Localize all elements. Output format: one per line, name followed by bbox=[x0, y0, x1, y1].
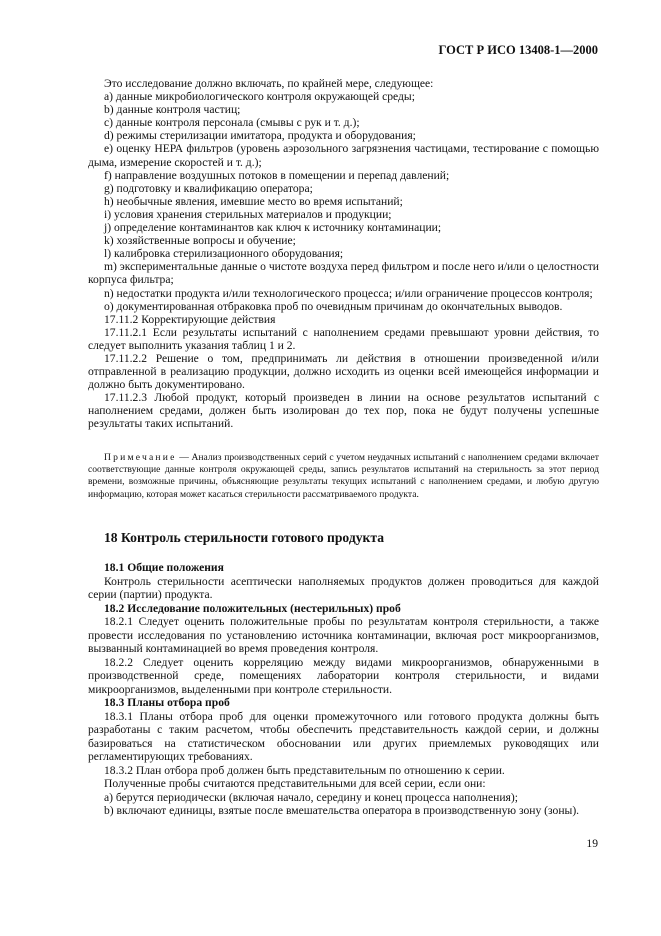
paragraph: 17.11.2.1 Если результаты испытаний с наполнением средами превышают уровни действия, то следует выполнить указания таблиц 1 и 2. bbox=[88, 325, 599, 352]
list-item: m) экспериментальные данные о чистоте воздуха перед фильтром и после него и/или о целостности корпуса фильтра; bbox=[88, 260, 599, 287]
list-item: g) подготовку и квалификацию оператора; bbox=[104, 181, 313, 195]
list-item: c) данные контроля персонала (смывы с рук и т. д.); bbox=[104, 116, 360, 130]
paragraph: Это исследование должно включать, по крайней мере, следующее: bbox=[104, 77, 434, 90]
list-item: o) документированная отбраковка проб по очевидным причинам до окончательных выводов. bbox=[104, 299, 563, 313]
paragraph: Контроль стерильности асептически наполняемых продуктов должен проводиться для каждой серии (партии) продукта. bbox=[88, 574, 599, 601]
note bbox=[88, 452, 599, 501]
list-item: k) хозяйственные вопросы и обучение; bbox=[104, 234, 296, 248]
list-item: n) недостатки продукта и/или технологического процесса; и/или ограничение процессов контроля; bbox=[104, 286, 593, 300]
paragraph: 18.3.1 Планы отбора проб для оценки промежуточного или готового продукта должны быть разработаны с таким расчетом, чтобы обеспечить представительность каждой серии, и должны базироваться на статистическом обосновании или других приемлемых руководящих или регламентирующих требованиях. bbox=[88, 709, 599, 763]
paragraph: 17.11.2.3 Любой продукт, который произведен в линии на основе результатов испытаний с наполнением средами, должен быть изолирован до тех пор, пока не будут получены успешные результаты таких испытаний. bbox=[88, 391, 599, 431]
list-item: b) включают единицы, взятые после вмешательства оператора в производственную зону (зоны). bbox=[104, 804, 580, 817]
note-label: Примечание bbox=[104, 452, 177, 463]
list-item: l) калибровка стерилизационного оборудования; bbox=[104, 247, 344, 261]
list-item: h) необычные явления, имевшие место во время испытаний; bbox=[104, 194, 403, 208]
section-18-text bbox=[88, 561, 599, 818]
section-heading: 18 Контроль стерильности готового продукта bbox=[104, 530, 384, 545]
paragraph: Полученные пробы считаются представительными для всей серии, если они: bbox=[104, 777, 486, 790]
subsection-heading: 17.11.2 Корректирующие действия bbox=[104, 312, 276, 326]
section-17-text bbox=[88, 77, 599, 431]
paragraph: 18.2.2 Следует оценить корреляцию между видами микроорганизмов, обнаруженными в производственной среде, помещениях лаборатории контроля стерильности, и видами микроорганизмов, выделенными при контроле стерильности. bbox=[88, 655, 599, 696]
list-item: e) оценку НЕРА фильтров (уровень аэрозольного загрязнения частицами, тестирование с помощью дыма, измерение скоростей и т. д.); bbox=[88, 142, 599, 169]
page-number: 19 bbox=[586, 837, 598, 850]
list-item: j) определение контаминантов как ключ к источнику контаминации; bbox=[104, 221, 442, 235]
paragraph: 18.2.1 Следует оценить положительные пробы по результатам контроля стерильности, а также провести исследования по установлению источника контаминации, включая рост микроорганизмов, вызванный контаминацией во время проведения контроля. bbox=[88, 615, 599, 655]
list-item: a) данные микробиологического контроля окружающей среды; bbox=[104, 90, 415, 104]
list-item: d) режимы стерилизации имитатора, продукта и оборудования; bbox=[104, 129, 416, 143]
paragraph: 18.3.2 План отбора проб должен быть представительным по отношению к серии. bbox=[104, 763, 505, 777]
subsection-heading: 18.1 Общие положения bbox=[104, 561, 224, 574]
list-item: a) берутся периодически (включая начало, середину и конец процесса наполнения); bbox=[104, 790, 518, 804]
list-item: f) направление воздушных потоков в помещении и перепад давлений; bbox=[104, 168, 450, 182]
list-item: i) условия хранения стерильных материалов и продукции; bbox=[104, 207, 392, 221]
paragraph: 17.11.2.2 Решение о том, предпринимать ли действия в отношении произведенной и/или отправленной в реализацию продукции, должно исходить из оценки всей имеющейся информации и должно быть документировано. bbox=[88, 351, 599, 392]
document-header: ГОСТ Р ИСО 13408-1—2000 bbox=[438, 43, 598, 57]
subsection-heading: 18.2 Исследование положительных (нестерильных) проб bbox=[104, 601, 401, 615]
subsection-heading: 18.3 Планы отбора проб bbox=[104, 696, 230, 709]
note-text: — Анализ производственных серий с учетом неудачных испытаний с наполнением средами включает соответствующие данные контроля окружающей среды, запись результатов испытаний на стерильность за этот период времени, возможные причины, объясняющие результаты текущих испытаний с наполнением средами, и любую другую информацию, которая может касаться стерильности рассматриваемого продукта. bbox=[88, 452, 599, 500]
list-item: b) данные контроля частиц; bbox=[104, 103, 241, 117]
